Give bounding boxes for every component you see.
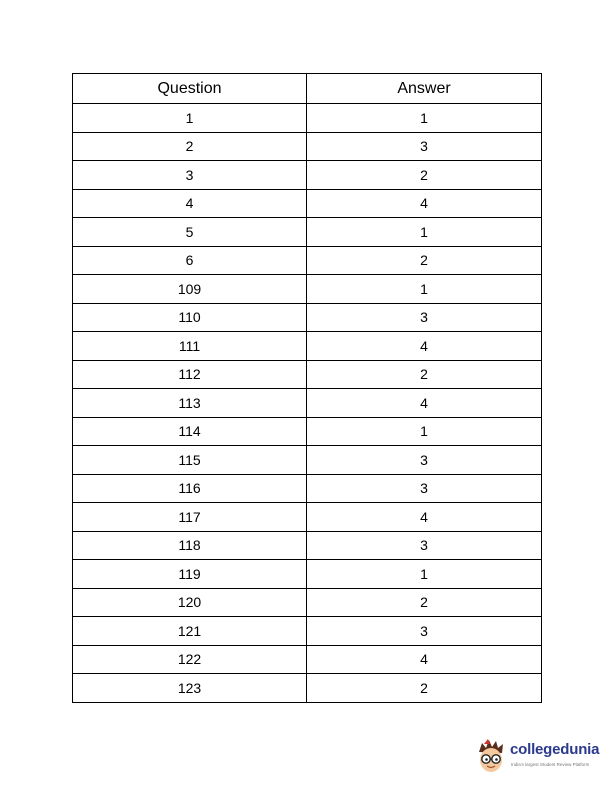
question-number-cell: 114 <box>73 417 307 446</box>
question-number-cell: 115 <box>73 446 307 475</box>
logo-tagline: India's largest Student Review Platform <box>511 762 590 767</box>
answer-cell: 2 <box>307 161 542 190</box>
table-row <box>73 503 542 532</box>
answer-cell: 3 <box>307 446 542 475</box>
question-number-cell: 123 <box>73 674 307 703</box>
answer-cell: 2 <box>307 246 542 275</box>
table-row <box>73 303 542 332</box>
answer-cell: 1 <box>307 104 542 133</box>
table-header-row <box>73 74 542 104</box>
table-row <box>73 246 542 275</box>
answer-cell: 1 <box>307 560 542 589</box>
question-number-cell: 5 <box>73 218 307 247</box>
answer-cell: 2 <box>307 588 542 617</box>
question-number-cell: 111 <box>73 332 307 361</box>
answer-cell: 2 <box>307 360 542 389</box>
answer-cell: 4 <box>307 645 542 674</box>
collegedunia-logo <box>474 738 608 778</box>
question-number-cell: 113 <box>73 389 307 418</box>
table-row <box>73 560 542 589</box>
question-number-cell: 116 <box>73 474 307 503</box>
table-row <box>73 275 542 304</box>
question-number-cell: 3 <box>73 161 307 190</box>
question-number-cell: 2 <box>73 132 307 161</box>
table-row <box>73 474 542 503</box>
answer-cell: 1 <box>307 275 542 304</box>
question-number-cell: 1 <box>73 104 307 133</box>
table-row <box>73 531 542 560</box>
table-row <box>73 332 542 361</box>
answer-cell: 4 <box>307 503 542 532</box>
question-number-cell: 117 <box>73 503 307 532</box>
question-number-cell: 118 <box>73 531 307 560</box>
question-number-cell: 4 <box>73 189 307 218</box>
question-number-cell: 112 <box>73 360 307 389</box>
table-row <box>73 588 542 617</box>
answer-cell: 4 <box>307 332 542 361</box>
question-number-cell: 122 <box>73 645 307 674</box>
table-row <box>73 674 542 703</box>
question-number-cell: 120 <box>73 588 307 617</box>
table-row <box>73 189 542 218</box>
table-row <box>73 446 542 475</box>
logo-wordmark: collegedunia <box>510 741 600 758</box>
question-number-cell: 110 <box>73 303 307 332</box>
answer-cell: 1 <box>307 417 542 446</box>
table-row <box>73 617 542 646</box>
answer-cell: 1 <box>307 218 542 247</box>
question-number-cell: 121 <box>73 617 307 646</box>
table-row <box>73 104 542 133</box>
answer-key-table <box>72 73 542 703</box>
answer-cell: 3 <box>307 303 542 332</box>
answer-cell: 4 <box>307 389 542 418</box>
question-number-cell: 6 <box>73 246 307 275</box>
table-row <box>73 360 542 389</box>
answer-cell: 4 <box>307 189 542 218</box>
table-row <box>73 132 542 161</box>
answer-cell: 3 <box>307 132 542 161</box>
column-header-question: Question <box>73 74 307 104</box>
table-row <box>73 389 542 418</box>
mascot-icon <box>474 738 508 778</box>
column-header-answer: Answer <box>307 74 542 104</box>
table-row <box>73 218 542 247</box>
answer-cell: 2 <box>307 674 542 703</box>
answer-cell: 3 <box>307 617 542 646</box>
table-row <box>73 161 542 190</box>
table-row <box>73 645 542 674</box>
answer-cell: 3 <box>307 531 542 560</box>
question-number-cell: 119 <box>73 560 307 589</box>
answer-cell: 3 <box>307 474 542 503</box>
table-row <box>73 417 542 446</box>
question-number-cell: 109 <box>73 275 307 304</box>
